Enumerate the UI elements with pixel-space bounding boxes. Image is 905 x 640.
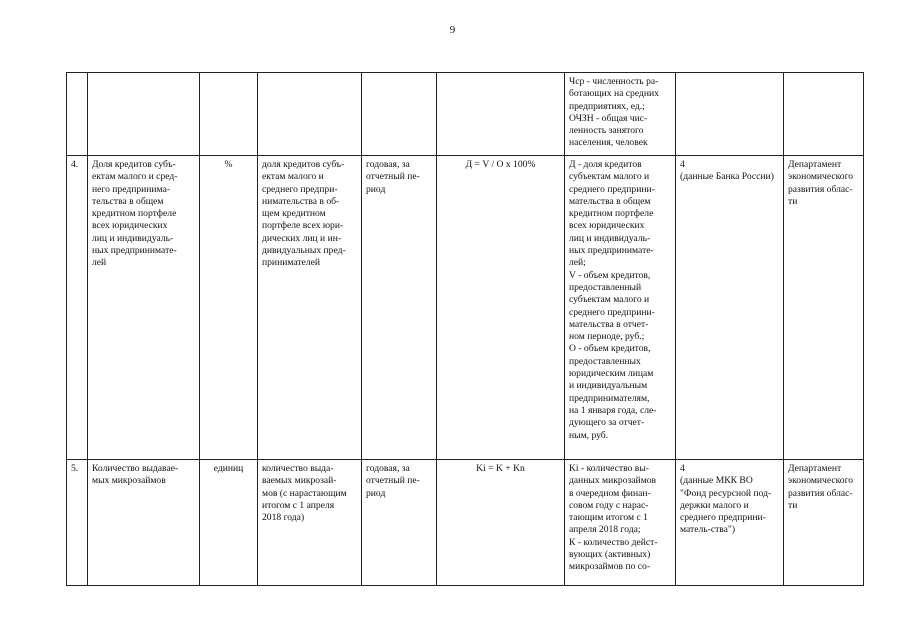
indicator-name: Доля кредитов субъ- ектам малого и сред- него предпринима- тельства в общем кредитном портфеле всех юридических лиц и индивидуаль- ных предпринимате- лей bbox=[88, 156, 200, 460]
indicator-name bbox=[88, 73, 200, 156]
definition-cell bbox=[258, 73, 362, 156]
frequency-cell: годовая, за отчетный пе- риод bbox=[362, 460, 437, 586]
formula-cell: Ki = K + Kn bbox=[437, 460, 565, 586]
responsible-cell: Департамент экономического развития облас- ти bbox=[784, 156, 864, 460]
table-row bbox=[67, 73, 864, 156]
responsible-cell: Департамент экономического развития облас- ти bbox=[784, 460, 864, 586]
row-number bbox=[67, 73, 88, 156]
formula-cell bbox=[437, 73, 565, 156]
page-number: 9 bbox=[449, 24, 456, 36]
responsible-cell bbox=[784, 73, 864, 156]
explanation-cell: Д - доля кредитов субъектам малого и среднего предприни- мательства в общем кредитном портфеле всех юридических лиц и индивидуаль- ных предпринимате- лей; V - объем кредитов, предоставленный субъектам малого и среднего предприни- мательства в отчет- ном периоде, руб.; О - объем кредитов, предоставленных юридическим лицам и индивидуальным предпринимателям, на 1 января года, сле- дующего за отчет- ным, руб. bbox=[565, 156, 676, 460]
source-cell: 4 (данные Банка России) bbox=[676, 156, 784, 460]
indicators-table bbox=[66, 72, 864, 586]
unit-cell bbox=[200, 73, 258, 156]
explanation-cell: Ki - количество вы- данных микрозаймов в очередном финан- совом году с нарас- тающим итогом с 1 апреля 2018 года; К - количество дейст- вующих (активных) микрозаймов по со- bbox=[565, 460, 676, 586]
row-number: 5. bbox=[67, 460, 88, 586]
frequency-cell: годовая, за отчетный пе- риод bbox=[362, 156, 437, 460]
table-row bbox=[67, 460, 864, 586]
frequency-cell bbox=[362, 73, 437, 156]
unit-cell: % bbox=[200, 156, 258, 460]
definition-cell: количество выда- ваемых микрозай- мов (с нарастающим итогом с 1 апреля 2018 года) bbox=[258, 460, 362, 586]
unit-cell: единиц bbox=[200, 460, 258, 586]
formula-cell: Д = V / O x 100% bbox=[437, 156, 565, 460]
source-cell bbox=[676, 73, 784, 156]
definition-cell: доля кредитов субъ- ектам малого и среднего предпри- нимательства в об- щем кредитном портфеле всех юри- дических лиц и ин- дивидуальных пред- принимателей bbox=[258, 156, 362, 460]
table-row bbox=[67, 156, 864, 460]
source-cell: 4 (данные МКК ВО "Фонд ресурсной под- держки малого и среднего предприни- матель-ства") bbox=[676, 460, 784, 586]
explanation-cell: Чср - численность ра- ботающих на средних предприятиях, ед.; ОЧЗН - общая чис- ленность занятого населения, человек bbox=[565, 73, 676, 156]
row-number: 4. bbox=[67, 156, 88, 460]
indicator-name: Количество выдавае- мых микрозаймов bbox=[88, 460, 200, 586]
